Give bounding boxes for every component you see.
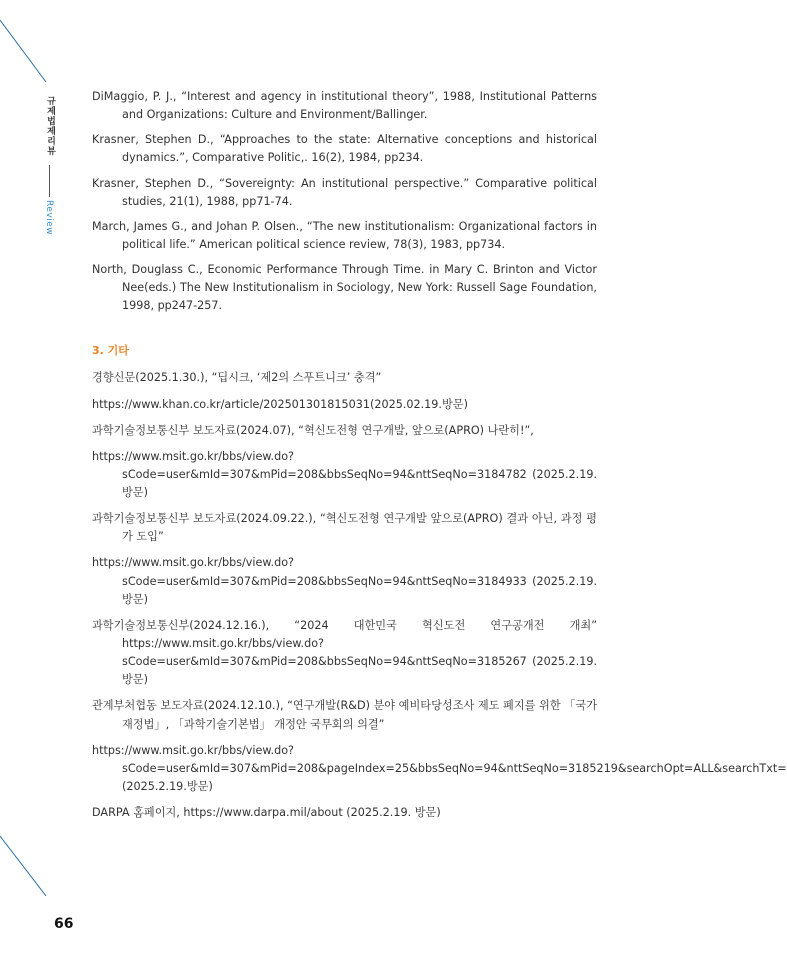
reference-item: North, Douglass C., Economic Performance Through Time. in Mary C. Brinton and Victor Nee(eds.) The New Institutionalism in Sociology, New York: Russell Sage Foundation, 1998, pp247-257. <box>92 263 597 313</box>
reference-item: Krasner, Stephen D., “Sovereignty: An institutional perspective.” Comparative political studies, 21(1), 1988, pp71-74. <box>92 176 597 208</box>
reference-item: 과학기술정보통신부 보도자료(2024.07), “혁신도전형 연구개발, 앞으로(APRO) 나란히!”, <box>92 423 534 437</box>
reference-item: DiMaggio, P. J., “Interest and agency in institutional theory”, 1988, Institutional Patterns and Organizations: Culture and Environment/Ballinger. <box>92 90 597 122</box>
sidebar-divider <box>49 165 50 197</box>
reference-link: https://www.msit.go.kr/bbs/view.do?sCode=user&mId=307&mPid=208&bbsSeqNo=94&nttSeqNo=3184782 (2025.2.19.방문) <box>92 449 597 500</box>
reference-item: 과학기술정보통신부 보도자료(2024.09.22.), “혁신도전형 연구개발 앞으로(APRO) 결과 아닌, 과정 평가 도입” <box>92 512 597 544</box>
reference-item: 과학기술정보통신부(2024.12.16.), “2024 대한민국 혁신도전 연구공개전 개최” https://www.msit.go.kr/bbs/view.do?sCode=user&mId=307&mPid=208&bbsSeqNo=94&nttSeqNo=3185267 (2025.2.19.방문) <box>92 618 597 687</box>
reference-link: https://www.msit.go.kr/bbs/view.do?sCode=user&mId=307&mPid=208&bbsSeqNo=94&nttSeqNo=3184933 (2025.2.19. 방문) <box>92 556 597 606</box>
section-label: Review <box>44 200 54 236</box>
reference-item: Krasner, Stephen D., “Approaches to the state: Alternative conceptions and historical dynamics.”, Comparative Politic,. 16(2), 1984, pp234. <box>92 133 597 165</box>
reference-item: 경향신문(2025.1.30.), “딥시크, ‘제2의 스푸트니크’ 충격” <box>92 371 382 385</box>
reference-item: March, James G., and Johan P. Olsen., “The new institutionalism: Organizational factors in political life.” American political science review, 78(3), 1983, pp734. <box>92 219 597 251</box>
reference-item: 관계부처협동 보도자료(2024.12.10.), “연구개발(R&D) 분야 예비타당성조사 제도 폐지를 위한 「국가재정법」, 「과학기술기본법」 개정안 국무회의 의결” <box>92 699 598 731</box>
section-title: 3. 기타 <box>92 343 129 357</box>
page-number: 66 <box>54 916 74 932</box>
reference-item: DARPA 홈페이지, https://www.darpa.mil/about (2025.2.19. 방문) <box>92 806 441 820</box>
reference-link: https://www.msit.go.kr/bbs/view.do?sCode=user&mId=307&mPid=208&pageIndex=25&bbsSeqNo=94&nttSeqNo=3185219&searchOpt=ALL&searchTxt= (2025.2.19.방문) <box>92 743 787 794</box>
reference-list <box>92 88 787 830</box>
reference-link: https://www.khan.co.kr/article/202501301815031(2025.02.19.방문) <box>92 397 468 411</box>
journal-title: 규제법제리뷰 <box>45 96 55 156</box>
